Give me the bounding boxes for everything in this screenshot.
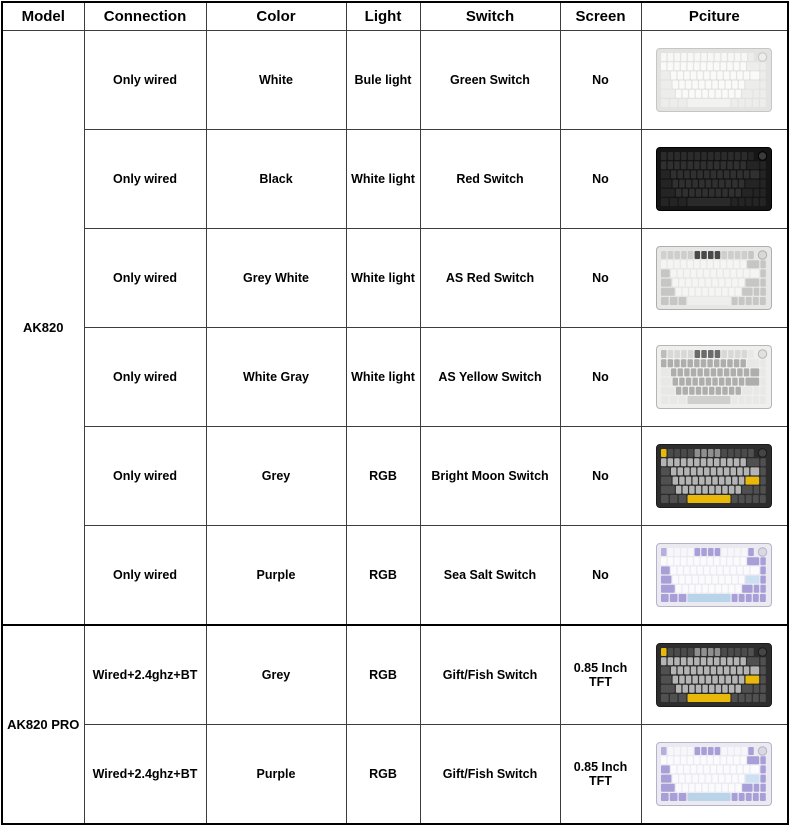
color-cell: Grey White [206,229,346,328]
switch-cell: AS Red Switch [420,229,560,328]
light-cell: White light [346,130,420,229]
switch-cell: Gift/Fish Switch [420,625,560,725]
connection-cell: Wired+2.4ghz+BT [84,725,206,825]
keyboard-photo [656,48,772,112]
light-cell: Bule light [346,31,420,130]
picture-cell [641,229,788,328]
screen-cell: No [560,229,641,328]
connection-cell: Only wired [84,130,206,229]
screen-cell: No [560,328,641,427]
keyboard-photo [656,643,772,707]
col-header-screen: Screen [560,2,641,31]
table-row [2,427,788,526]
switch-cell: Gift/Fish Switch [420,725,560,825]
color-cell: Purple [206,526,346,626]
light-cell: White light [346,229,420,328]
keyboard-photo [656,444,772,508]
table-row [2,229,788,328]
table-row [2,625,788,725]
keyboard-photo [656,246,772,310]
table-row [2,328,788,427]
table-row [2,31,788,130]
col-header-connection: Connection [84,2,206,31]
picture-cell [641,625,788,725]
light-cell: RGB [346,625,420,725]
col-header-picture: Pciture [641,2,788,31]
col-header-light: Light [346,2,420,31]
model-cell-ak820-pro: AK820 PRO [2,625,84,824]
col-header-model: Model [2,2,84,31]
picture-cell [641,427,788,526]
color-cell: Grey [206,625,346,725]
screen-cell: No [560,526,641,626]
screen-cell: No [560,130,641,229]
light-cell: RGB [346,526,420,626]
connection-cell: Only wired [84,229,206,328]
screen-cell: No [560,31,641,130]
picture-cell [641,328,788,427]
picture-cell [641,130,788,229]
keyboard-photo [656,543,772,607]
col-header-color: Color [206,2,346,31]
switch-cell: Sea Salt Switch [420,526,560,626]
connection-cell: Only wired [84,427,206,526]
keyboard-photo [656,345,772,409]
table-row [2,526,788,626]
light-cell: RGB [346,725,420,825]
picture-cell [641,526,788,626]
light-cell: RGB [346,427,420,526]
switch-cell: AS Yellow Switch [420,328,560,427]
model-cell-ak820: AK820 [2,31,84,626]
color-cell: White Gray [206,328,346,427]
connection-cell: Wired+2.4ghz+BT [84,625,206,725]
switch-cell: Bright Moon Switch [420,427,560,526]
table-row [2,130,788,229]
switch-cell: Green Switch [420,31,560,130]
header-row [2,2,788,31]
color-cell: Black [206,130,346,229]
keyboard-spec-table [1,1,789,825]
switch-cell: Red Switch [420,130,560,229]
screen-cell: 0.85 Inch TFT [560,725,641,825]
connection-cell: Only wired [84,526,206,626]
table-row [2,725,788,825]
light-cell: White light [346,328,420,427]
color-cell: Grey [206,427,346,526]
picture-cell [641,31,788,130]
picture-cell [641,725,788,825]
color-cell: Purple [206,725,346,825]
screen-cell: 0.85 Inch TFT [560,625,641,725]
color-cell: White [206,31,346,130]
connection-cell: Only wired [84,328,206,427]
connection-cell: Only wired [84,31,206,130]
col-header-switch: Switch [420,2,560,31]
keyboard-photo [656,742,772,806]
screen-cell: No [560,427,641,526]
keyboard-photo [656,147,772,211]
